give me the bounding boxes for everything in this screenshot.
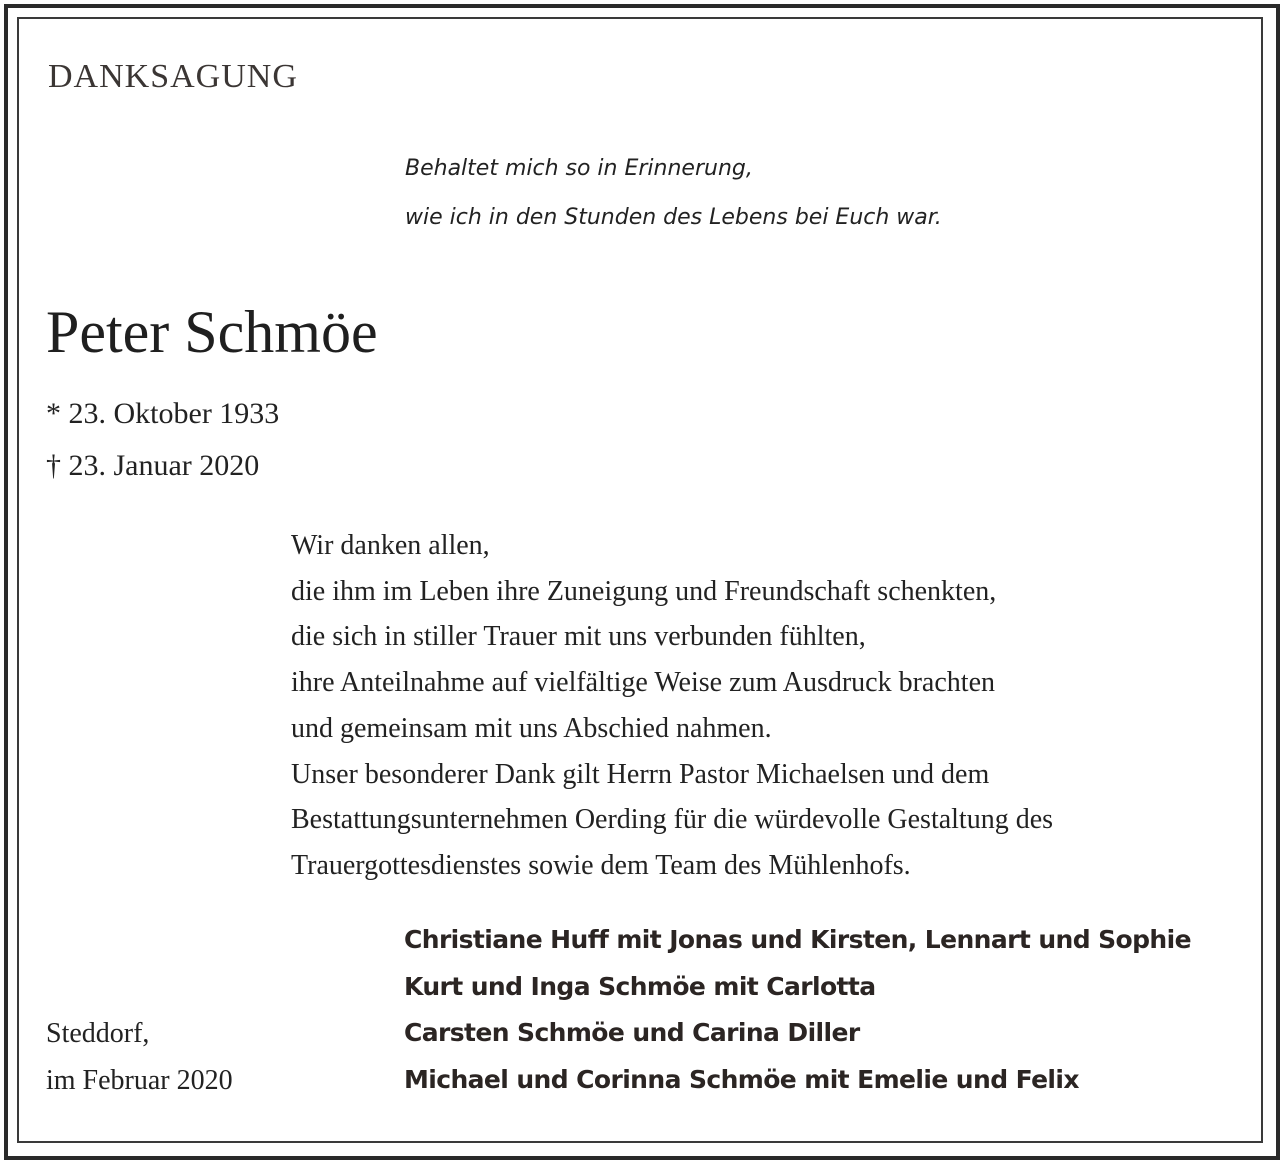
thanks-line: Unser besonderer Dank gilt Herrn Pastor Michaelsen und dem (291, 758, 990, 790)
quote-line: Behaltet mich so in Erinnerung, (405, 156, 753, 181)
thanks-line: Bestattungsunternehmen Oerding für die würdevolle Gestaltung des (291, 804, 1054, 836)
thanks-line: die sich in stiller Trauer mit uns verbunden fühlten, (291, 621, 866, 653)
thanks-line: ihre Anteilnahme auf vielfältige Weise zum Ausdruck brachten (291, 667, 995, 699)
death-date: † 23. Januar 2020 (46, 449, 260, 482)
thanks-line: Trauergottesdienstes sowie dem Team des Mühlenhofs. (291, 849, 911, 881)
place-town: Steddorf, (46, 1018, 150, 1049)
thanks-line: die ihm im Leben ihre Zuneigung und Freundschaft schenkten, (291, 575, 997, 607)
life-dates (46, 388, 279, 492)
signatory-line: Kurt und Inga Schmöe mit Carlotta (404, 971, 876, 1001)
quote-line: wie ich in den Stunden des Lebens bei Euch war. (405, 205, 942, 230)
signatories (404, 917, 1191, 1103)
deceased-name: Peter Schmöe (46, 299, 378, 365)
heading-danksagung: DANKSAGUNG (48, 58, 298, 95)
place-date: im Februar 2020 (46, 1065, 233, 1096)
birth-date: * 23. Oktober 1933 (46, 397, 280, 430)
memorial-quote (405, 144, 942, 242)
thanks-text (291, 523, 1053, 889)
thanks-line: Wir danken allen, (291, 530, 490, 561)
thanks-line: und gemeinsam mit uns Abschied nahmen. (291, 712, 772, 744)
signatory-line: Christiane Huff mit Jonas und Kirsten, Lennart und Sophie (404, 925, 1191, 954)
place-and-date (46, 1010, 233, 1104)
signatory-line: Carsten Schmöe und Carina Diller (404, 1018, 860, 1047)
signatory-line: Michael und Corinna Schmöe mit Emelie und Felix (404, 1064, 1079, 1094)
